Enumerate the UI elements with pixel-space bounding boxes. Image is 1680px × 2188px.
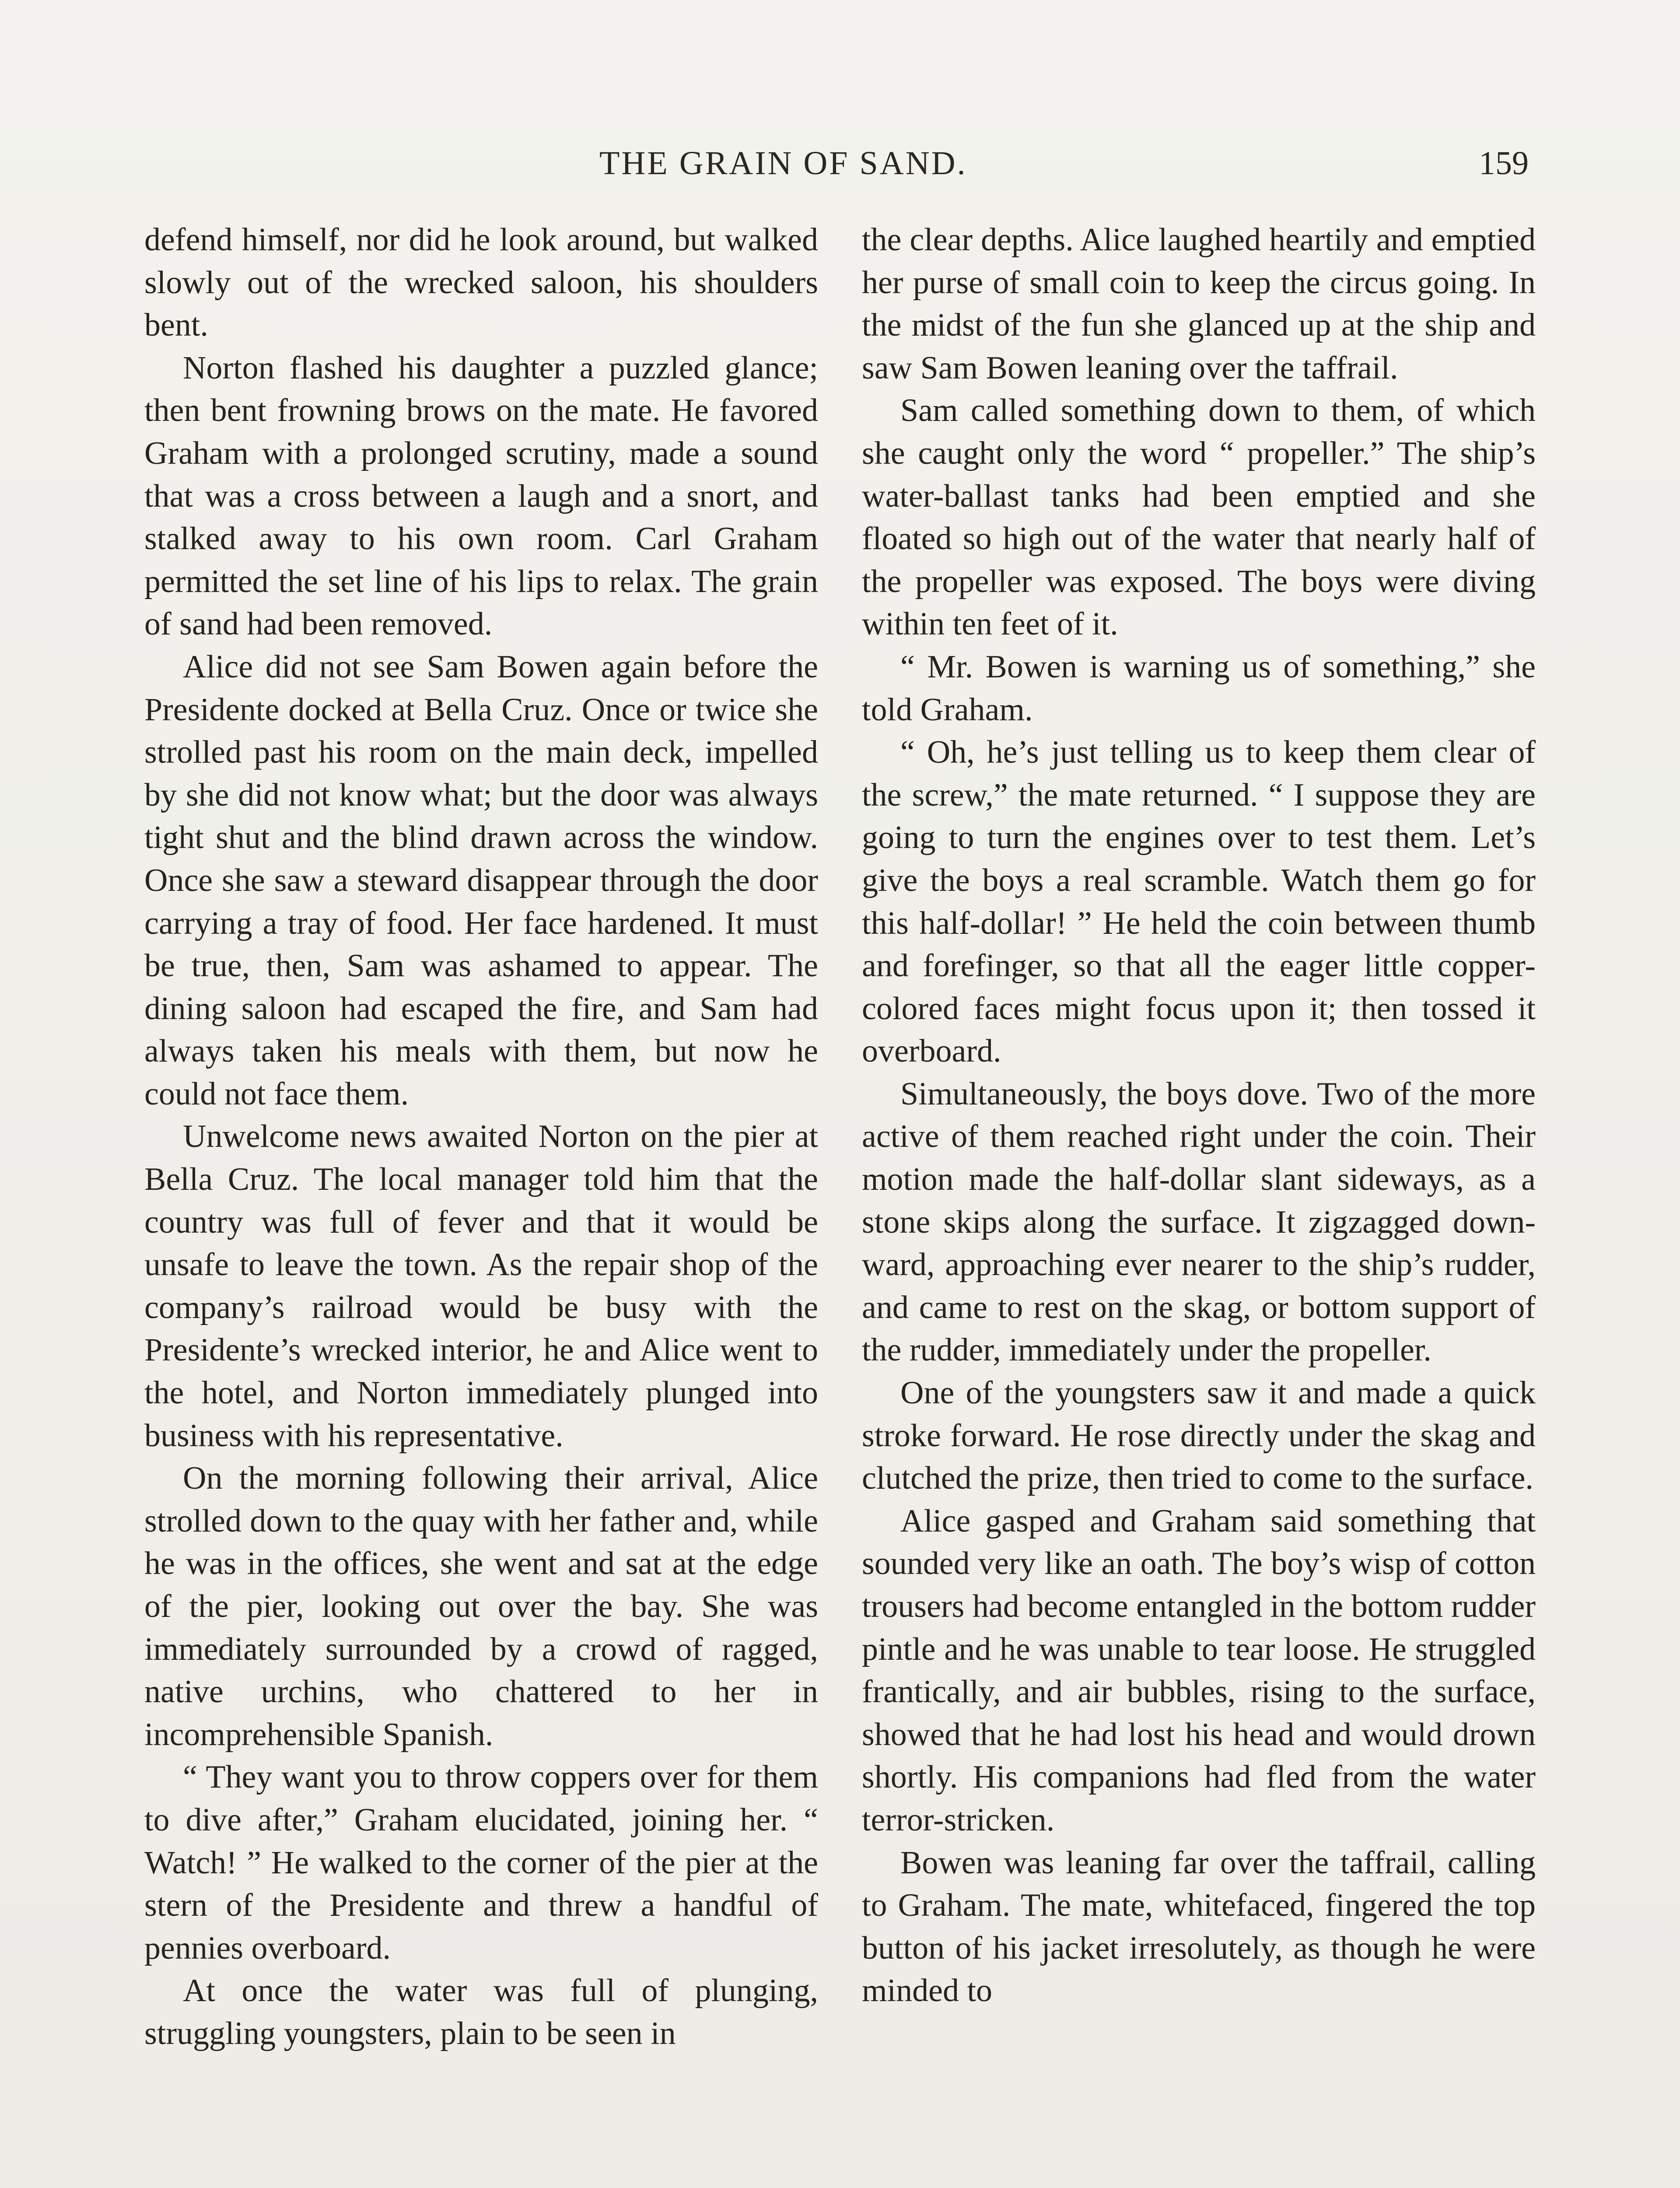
page-number: 159 bbox=[1479, 145, 1529, 182]
running-header bbox=[0, 144, 1680, 197]
paragraph: Unwelcome news awaited Norton on the pier at Bella Cruz. The local manager told him that the country was full of fever and that it would be unsafe to leave the town. As the repair shop of the company’s railroad would be busy with the Presidente’s wrecked interior, he and Alice went to the hotel, and Norton immediately plunged into business with his representative. bbox=[144, 1119, 818, 1454]
text-column-left bbox=[144, 219, 818, 2055]
text-column-right bbox=[862, 219, 1536, 2013]
paragraph: Sam called something down to them, of which she caught only the word “ propeller.” The ship’s water-ballast tanks had been emptied and she floated so high out of the water that nearly half of the propeller was exposed. The boys were diving within ten feet of it. bbox=[862, 393, 1536, 642]
paragraph: “ Mr. Bowen is warning us of something,” she told Graham. bbox=[862, 649, 1536, 728]
paragraph: Alice did not see Sam Bowen again before the Presidente docked at Bella Cruz. Once or twice she strolled past his room on the main deck, impelled by she did not know what; but the door was always tight shut and the blind drawn across the window. Once she saw a steward disappear through the door carrying a tray of food. Her face hardened. It must be true, then, Sam was ashamed to appear. The dining saloon had escaped the fire, and Sam had always taken his meals with them, but now he could not face them. bbox=[144, 649, 818, 1112]
paragraph: Norton flashed his daughter a puzzled glance; then bent frowning brows on the mate. He favored Graham with a prolonged scrutiny, made a sound that was a cross between a laugh and a snort, and stalked away to his own room. Carl Graham permitted the set line of his lips to relax. The grain of sand had been removed. bbox=[144, 350, 818, 642]
paragraph: At once the water was full of plunging, struggling youngsters, plain to be seen in bbox=[144, 1973, 818, 2051]
paragraph: the clear depths. Alice laughed heartily and emptied her purse of small coin to keep the circus going. In the midst of the fun she glanced up at the ship and saw Sam Bowen leaning over the taffrail. bbox=[862, 222, 1536, 386]
paragraph: On the morning following their arrival, Alice strolled down to the quay with her father and, while he was in the offices, she went and sat at the edge of the pier, looking out over the bay. She was immediately surrounded by a crowd of ragged, native urchins, who chattered to her in incomprehensible Spanish. bbox=[144, 1460, 818, 1753]
paragraph: defend himself, nor did he look around, but walked slowly out of the wrecked saloon, his shoulders bent. bbox=[144, 222, 818, 344]
paragraph: Simultaneously, the boys dove. Two of the more active of them reached right under the coin. Their motion made the half-dollar slant sideways, as a stone skips along the surface. It zigzagged downward, approaching ever nearer to the ship’s rudder, and came to rest on the skag, or bottom support of the rudder, immediately under the propeller. bbox=[862, 1076, 1536, 1368]
paragraph: Alice gasped and Graham said something that sounded very like an oath. The boy’s wisp of cotton trousers had become entangled in the bottom rudder pintle and he was unable to tear loose. He struggled frantically, and air bubbles, rising to the surface, showed that he had lost his head and would drown shortly. His companions had fled from the water terror-stricken. bbox=[862, 1503, 1536, 1838]
paragraph: One of the youngsters saw it and made a quick stroke forward. He rose directly under the skag and clutched the prize, then tried to come to the surface. bbox=[862, 1375, 1536, 1497]
paragraph: Bowen was leaning far over the taffrail, calling to Graham. The mate, whitefaced, fingered the top button of his jacket irresolutely, as though he were minded to bbox=[862, 1844, 1536, 2009]
running-title: THE GRAIN OF SAND. bbox=[599, 145, 967, 182]
paragraph: “ They want you to throw coppers over for them to dive after,” Graham elucidated, joining her. “ Watch! ” He walked to the corner of the pier at the stern of the Presidente and threw a handful of pennies overboard. bbox=[144, 1759, 818, 1966]
paragraph: “ Oh, he’s just telling us to keep them clear of the screw,” the mate returned. “ I suppose they are going to turn the engines over to test them. Let’s give the boys a real scramble. Watch them go for this half-dollar! ” He held the coin between thumb and forefinger, so that all the eager little copper-colored faces might focus upon it; then tossed it overboard. bbox=[862, 734, 1536, 1069]
